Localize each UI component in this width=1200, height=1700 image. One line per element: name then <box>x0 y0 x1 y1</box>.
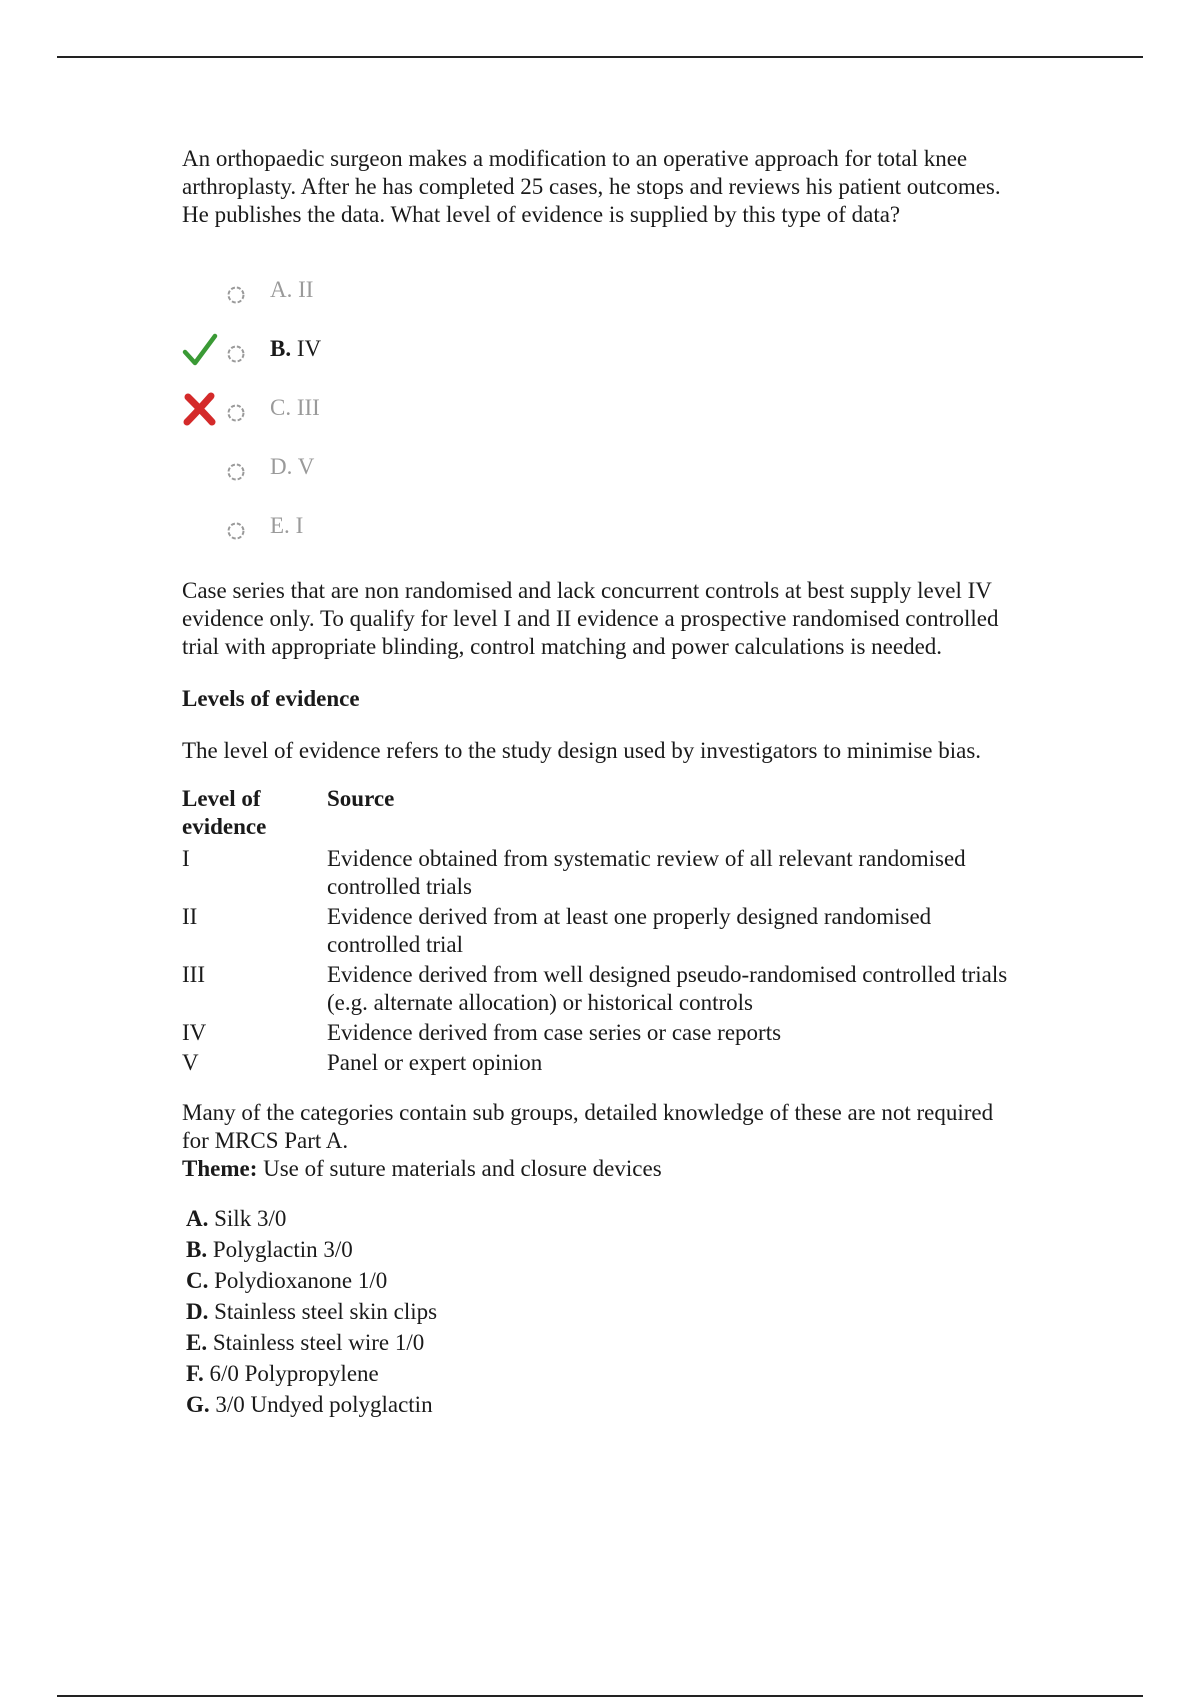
table-header-row <box>182 785 1012 845</box>
level-cell: V <box>182 1050 199 1075</box>
note-text: Many of the categories contain sub groups, detailed knowledge of these are not required for MRCS Part A. <box>182 1100 994 1153</box>
option-label: D. V <box>270 454 315 479</box>
table-row <box>182 961 1012 1019</box>
level-cell: I <box>182 846 190 871</box>
answer-options <box>182 276 1012 571</box>
theme-label: Theme: <box>182 1156 258 1181</box>
explanation-text: Case series that are non randomised and lack concurrent controls at best supply level IV evidence only. To qualify for level I and II evidence a prospective randomised controlled trial with appropriate blinding, control matching and power calculations is needed. <box>182 578 999 659</box>
table-row <box>182 1019 1012 1049</box>
option-label: C. III <box>270 395 320 420</box>
header-level: Level of evidence <box>182 786 267 839</box>
option-b[interactable] <box>182 335 1012 394</box>
section-heading: Levels of evidence <box>182 686 360 711</box>
table-row <box>182 1049 1012 1079</box>
level-cell: II <box>182 904 198 929</box>
source-cell: Evidence obtained from systematic review of all relevant randomised controlled trials <box>327 846 966 899</box>
list-item: F. 6/0 Polypropylene <box>186 1361 379 1386</box>
bottom-rule <box>57 1695 1143 1697</box>
page-content <box>182 145 1012 1420</box>
list-item: E. Stainless steel wire 1/0 <box>186 1330 425 1355</box>
option-c[interactable] <box>182 394 1012 453</box>
theme-value: Use of suture materials and closure devices <box>263 1156 662 1181</box>
radio-icon[interactable] <box>227 519 245 537</box>
table-row <box>182 903 1012 961</box>
intro-text: The level of evidence refers to the study design used by investigators to minimise bias. <box>182 738 982 763</box>
question-text: An orthopaedic surgeon makes a modification to an operative approach for total knee arthroplasty. After he has completed 25 cases, he stops and reviews his patient outcomes. He publishes the data. What level of evidence is supplied by this type of data? <box>182 146 1001 227</box>
top-rule <box>57 56 1143 58</box>
radio-icon[interactable] <box>227 283 245 301</box>
list-item: G. 3/0 Undyed polyglactin <box>186 1392 433 1417</box>
list-item: C. Polydioxanone 1/0 <box>186 1268 388 1293</box>
option-label: E. I <box>270 513 304 538</box>
suture-options-list <box>186 1203 1012 1420</box>
theme-line <box>182 1155 1012 1183</box>
cross-icon <box>182 391 218 427</box>
header-source: Source <box>327 786 395 811</box>
source-cell: Evidence derived from well designed pseudo-randomised controlled trials (e.g. alternate allocation) or historical controls <box>327 962 1008 1015</box>
level-cell: III <box>182 962 205 987</box>
source-cell: Evidence derived from at least one properly designed randomised controlled trial <box>327 904 932 957</box>
source-cell: Panel or expert opinion <box>327 1050 543 1075</box>
radio-icon[interactable] <box>227 460 245 478</box>
radio-icon[interactable] <box>227 401 245 419</box>
levels-table <box>182 785 1012 1079</box>
table-row <box>182 845 1012 903</box>
option-a[interactable] <box>182 276 1012 335</box>
radio-icon[interactable] <box>227 342 245 360</box>
list-item: D. Stainless steel skin clips <box>186 1299 438 1324</box>
option-d[interactable] <box>182 453 1012 512</box>
option-label: B. IV <box>270 336 322 361</box>
list-item: B. Polyglactin 3/0 <box>186 1237 353 1262</box>
option-e[interactable] <box>182 512 1012 571</box>
source-cell: Evidence derived from case series or case reports <box>327 1020 782 1045</box>
checkmark-icon <box>182 332 218 368</box>
option-label: A. II <box>270 277 314 302</box>
level-cell: IV <box>182 1020 207 1045</box>
list-item: A. Silk 3/0 <box>186 1206 287 1231</box>
